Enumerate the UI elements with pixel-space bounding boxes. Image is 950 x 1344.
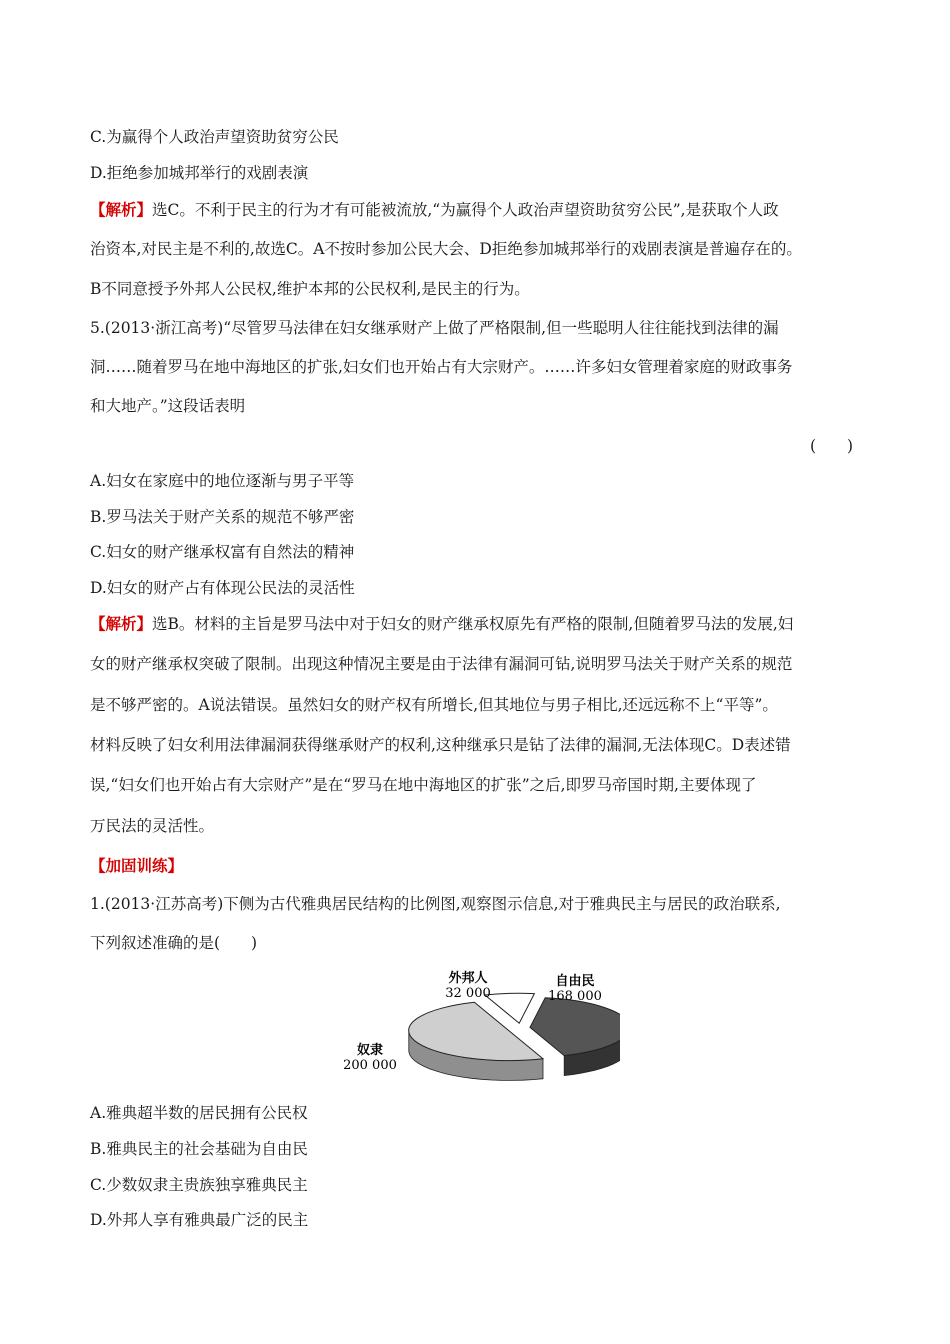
analysis-text: 选C。不利于民主的行为才有可能被流放,“为赢得个人政治声望资助贫穷公民”,是获取个人政	[152, 201, 779, 219]
question-5-line-1: 5.(2013·浙江高考)“尽管罗马法律在妇女继承财产上做了严格限制,但一些聪明人往往能找到法律的漏	[90, 319, 779, 337]
pie-category-label: 奴隶	[356, 1043, 384, 1058]
pie-slice-2	[530, 998, 620, 1056]
analysis-tag: 【解析】	[90, 200, 153, 219]
question-5-option-b: B.罗马法关于财产关系的规范不够严密	[90, 508, 355, 526]
training-option-b: B.雅典民主的社会基础为自由民	[90, 1140, 308, 1158]
analysis-2-line-2: 女的财产继承权突破了限制。出现这种情况主要是由于法律有漏洞可钻,说明罗马法关于财产关系的规范	[90, 655, 793, 673]
pie-category-label: 自由民	[555, 974, 595, 989]
answer-parentheses: ( )	[810, 437, 854, 455]
pie-value-label: 200 000	[343, 1058, 397, 1073]
analysis-1-line-1	[90, 200, 870, 220]
training-question-1-line-1: 1.(2013·江苏高考)下侧为古代雅典居民结构的比例图,观察图示信息,对于雅典民主与居民的政治联系,	[90, 895, 781, 913]
reinforcement-heading: 【加固训练】	[90, 856, 184, 875]
question-5-option-d: D.妇女的财产占有体现公民法的灵活性	[90, 579, 355, 597]
analysis-2-line-5: 误,“妇女们也开始占有大宗财产”是在“罗马在地中海地区的扩张”之后,即罗马帝国时期,主要体现了	[90, 776, 757, 794]
training-option-c: C.少数奴隶主贵族独享雅典民主	[90, 1176, 308, 1194]
analysis-1-line-2: 治资本,对民主是不利的,故选C。A不按时参加公民大会、D拒绝参加城邦举行的戏剧表演是普遍存在的。	[90, 240, 802, 258]
training-question-1-line-2: 下列叙述准确的是( )	[90, 934, 258, 952]
analysis-2-line-4: 材料反映了妇女利用法律漏洞获得继承财产的权利,这种继承只是钻了法律的漏洞,无法体现C。D表述错	[90, 736, 791, 754]
training-option-a: A.雅典超半数的居民拥有公民权	[90, 1104, 308, 1122]
analysis-tag: 【解析】	[90, 614, 153, 633]
pie-value-label: 32 000	[445, 986, 491, 1001]
question-5-option-c: C.妇女的财产继承权富有自然法的精神	[90, 543, 355, 561]
analysis-text: 选B。材料的主旨是罗马法中对于妇女的财产继承权原先有严格的限制,但随着罗马法的发展,妇	[152, 615, 794, 633]
analysis-1-line-3: B不同意授予外邦人公民权,维护本邦的公民权利,是民主的行为。	[90, 280, 530, 298]
option-d: D.拒绝参加城邦举行的戏剧表演	[90, 164, 309, 182]
athens-population-pie-chart	[330, 970, 620, 1085]
pie-value-label: 168 000	[548, 989, 602, 1004]
question-5-line-3: 和大地产。”这段话表明	[90, 397, 246, 415]
pie-category-label: 外邦人	[448, 971, 488, 986]
question-5-option-a: A.妇女在家庭中的地位逐渐与男子平等	[90, 472, 355, 490]
question-5-line-2: 洞……随着罗马在地中海地区的扩张,妇女们也开始占有大宗财产。……许多妇女管理着家庭的财政事务	[90, 358, 793, 376]
option-c: C.为赢得个人政治声望资助贫穷公民	[90, 128, 339, 146]
analysis-2-line-6: 万民法的灵活性。	[90, 817, 215, 835]
training-option-d: D.外邦人享有雅典最广泛的民主	[90, 1211, 309, 1229]
analysis-2-line-1	[90, 614, 870, 634]
analysis-2-line-3: 是不够严密的。A说法错误。虽然妇女的财产权有所增长,但其地位与男子相比,还远远称不上“平等”。	[90, 696, 778, 714]
